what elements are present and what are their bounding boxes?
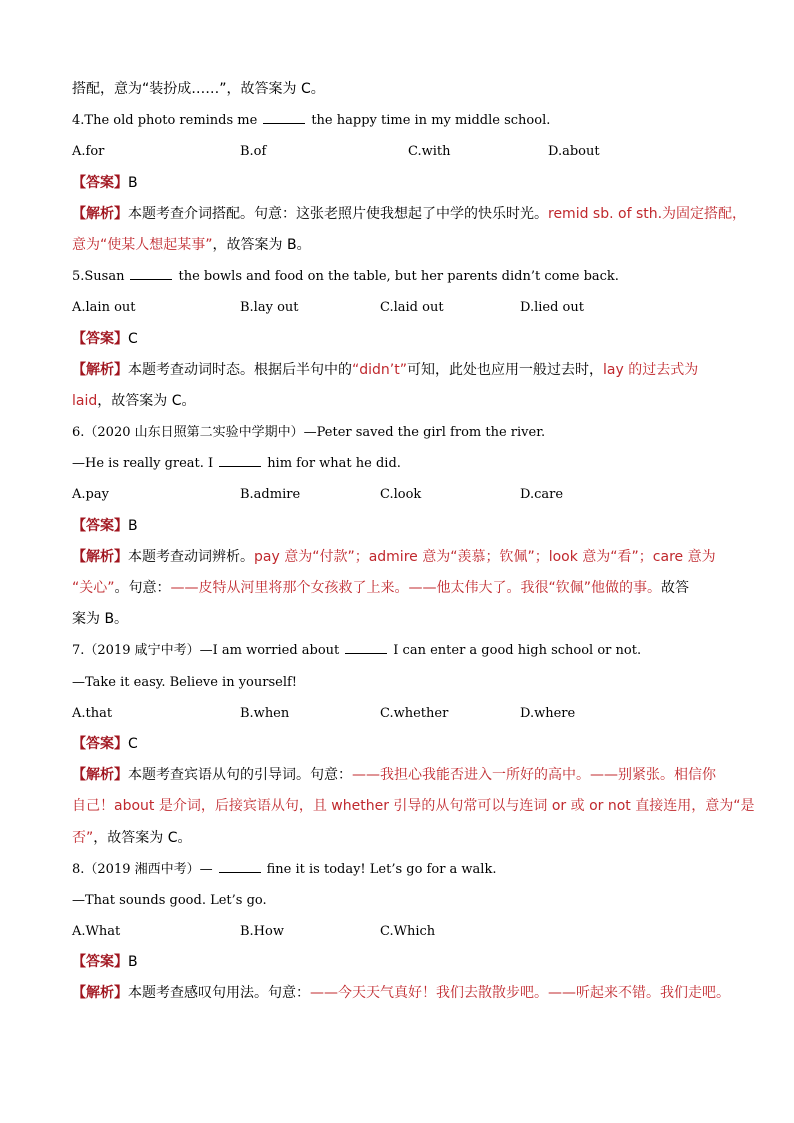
answer-value: B (128, 174, 138, 191)
answer-label: 【答案】 (72, 174, 128, 191)
option-c: C.Which (380, 924, 436, 940)
question-4-analysis-line-1: 【解析】本题考查介词搭配。句意：这张老照片使我想起了中学的快乐时光。remid sb. of sth.为固定搭配， (72, 205, 747, 222)
option-a: A.for (72, 144, 105, 160)
option-a: A.pay (72, 487, 109, 503)
option-d: D.about (548, 144, 600, 160)
option-d: D.care (520, 487, 564, 503)
question-7-options (72, 698, 724, 729)
analysis-label: 【解析】 (72, 767, 128, 784)
answer-value: B (128, 517, 138, 534)
previous-analysis-tail: 搭配，意为“装扮成……”，故答案为 C。 (72, 81, 325, 97)
option-c: C.whether (380, 705, 449, 721)
answer-blank (345, 643, 387, 654)
question-8-analysis-line-1: 【解析】本题考查感叹句用法。句意：——今天天气真好！我们去散散步吧。——听起来不错。我们走吧。 (72, 985, 730, 1002)
answer-blank (263, 113, 305, 124)
question-8-answer (72, 947, 724, 978)
document-page (72, 74, 755, 1010)
question-6-stem: 6.（2020 山东日照第二实验中学期中）—Peter saved the girl from the river. (72, 425, 546, 441)
analysis-label: 【解析】 (72, 361, 128, 378)
question-6-analysis-line-1: 【解析】本题考查动词辨析。pay 意为“付款”；admire 意为“羡慕；钦佩”；look 意为“看”；care 意为 (72, 548, 716, 565)
analysis-label: 【解析】 (72, 548, 128, 565)
question-5-answer (72, 324, 724, 355)
question-7-stem: 7.（2019 咸宁中考）—I am worried about I can enter a good high school or not. (72, 643, 642, 659)
question-6-dialogue: —He is really great. I him for what he did. (72, 456, 401, 472)
option-b: B.of (240, 144, 267, 160)
option-b: B.How (240, 924, 284, 940)
answer-label: 【答案】 (72, 330, 128, 347)
question-7-answer (72, 729, 724, 760)
answer-value: B (128, 954, 138, 971)
question-5-stem: 5.Susan the bowls and food on the table, but her parents didn’t come back. (72, 269, 619, 285)
question-7-analysis-line-2: 自己！about 是介词，后接宾语从句，且 whether 引导的从句常可以与连词 or 或 or not 直接连用，意为“是 (72, 798, 755, 815)
option-a: A.What (72, 924, 121, 940)
answer-blank (219, 456, 261, 467)
answer-blank (130, 269, 172, 280)
option-c: C.look (380, 487, 422, 503)
option-c: C.laid out (380, 300, 444, 316)
option-a: A.that (72, 705, 113, 721)
option-d: D.where (520, 705, 576, 721)
question-8-dialogue: —That sounds good. Let’s go. (72, 892, 267, 908)
question-7-analysis-line-1: 【解析】本题考查宾语从句的引导词。句意：——我担心我能否进入一所好的高中。——别紧张。相信你 (72, 767, 716, 784)
question-5-options (72, 292, 724, 323)
question-8-stem: 8.（2019 湘西中考）— fine it is today! Let’s go for a walk. (72, 861, 497, 877)
question-6-analysis-line-2: “关心”。句意：——皮特从河里将那个女孩救了上来。——他太伟大了。我很“钦佩”他做的事。故答 (72, 580, 690, 596)
answer-label: 【答案】 (72, 954, 128, 971)
question-6-answer (72, 511, 724, 542)
question-8-options (72, 916, 724, 947)
answer-blank (219, 862, 261, 873)
answer-value: C (128, 330, 138, 347)
option-b: B.admire (240, 487, 301, 503)
option-c: C.with (408, 144, 451, 160)
option-b: B.lay out (240, 300, 299, 316)
question-7-analysis-line-3: 否”，故答案为 C。 (72, 829, 192, 846)
option-a: A.lain out (72, 300, 136, 316)
question-5-analysis-line-2: laid，故答案为 C。 (72, 392, 196, 409)
question-6-analysis-line-3: 案为 B。 (72, 611, 129, 628)
question-6-options (72, 479, 724, 510)
question-4-stem: 4.The old photo reminds me the happy time in my middle school. (72, 113, 551, 129)
option-d: D.lied out (520, 300, 584, 316)
answer-value: C (128, 735, 138, 752)
question-4-options (72, 136, 724, 167)
question-4-analysis-line-2: 意为“使某人想起某事”，故答案为 B。 (72, 236, 311, 253)
option-b: B.when (240, 705, 290, 721)
question-5-analysis-line-1: 【解析】本题考查动词时态。根据后半句中的“didn’t”可知，此处也应用一般过去时，lay 的过去式为 (72, 361, 699, 378)
answer-label: 【答案】 (72, 517, 128, 534)
analysis-label: 【解析】 (72, 205, 128, 222)
question-4-answer (72, 168, 724, 199)
answer-label: 【答案】 (72, 735, 128, 752)
question-7-dialogue: —Take it easy. Believe in yourself! (72, 674, 298, 690)
analysis-label: 【解析】 (72, 985, 128, 1002)
